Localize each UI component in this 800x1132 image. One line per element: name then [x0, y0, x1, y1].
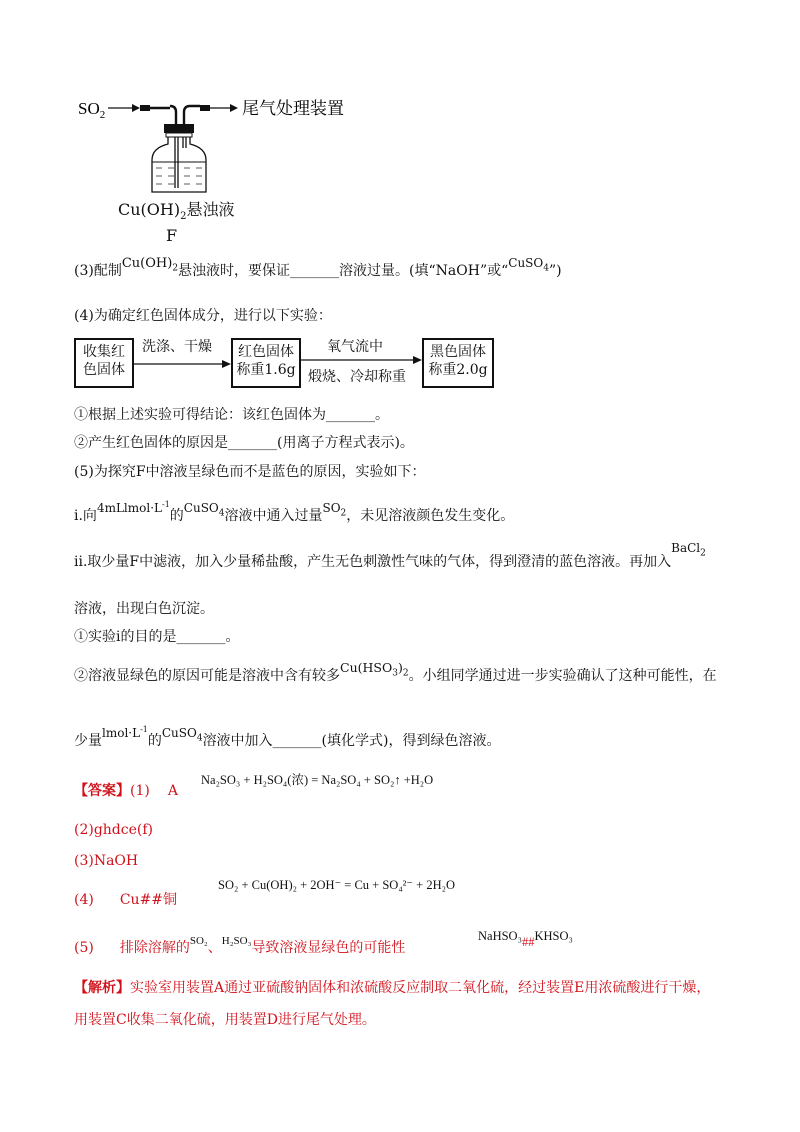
- bacl2-formula: BaCl$_2$: [671, 541, 706, 559]
- flow-arrow2-bottom-label: 煅烧、冷却称重: [308, 369, 406, 385]
- cuso4-formula-i: CuSO$_4$: [183, 501, 225, 519]
- answer-5: (5) 排除溶解的$^{SO_2}$、$^{H_2SO_3}$导致溶液显绿色的可能性: [74, 935, 406, 956]
- bottle-label: $Cu(OH)_2$悬浊液: [118, 200, 235, 223]
- cuso4-formula-sub3: CuSO$_4$: [161, 726, 203, 744]
- concentration-sub3: $lmol\cdot L^{-1}$: [102, 725, 148, 740]
- answer-3: (3)NaOH: [74, 853, 139, 869]
- question-4-sub1: ①根据上述实验可得结论：该红色固体为_______。: [74, 407, 389, 423]
- flow-arrow1: [134, 336, 232, 392]
- flow-diagram: [74, 336, 514, 392]
- gas-in-label: $SO_2$: [78, 99, 106, 121]
- so2-formula-i: $SO_2$: [322, 501, 347, 519]
- analysis-label: 【解析】: [74, 980, 130, 996]
- bottle-name: F: [166, 226, 178, 245]
- flow-box-red-solid: 红色固体 称重1.6g: [231, 338, 301, 388]
- concentration-i: $4mLlmol\cdot L^{-1}$: [96, 500, 170, 515]
- answer-5-so2: SO₂: [189, 935, 208, 947]
- question-5-intro: (5)为探究F中溶液呈绿色而不是蓝色的原因，实验如下：: [74, 464, 426, 480]
- question-5-sub2: ②溶液显绿色的原因可能是溶液中含有较多$Cu(HSO_3)_2$。小组同学通过进一步实验确认了这种可能性，在: [74, 660, 717, 684]
- question-3: (3)配制$Cu(OH)_2$悬浊液时，要保证_______溶液过量。(填“NaOH”或“CuSO$_4$”): [74, 256, 562, 279]
- question-5-step-i: ⅰ.向$4mLlmol\cdot L^{-1}$的CuSO$_4$溶液中通入过量$SO_2$，未见溶液颜色发生变化。: [74, 500, 515, 524]
- question-5-step-ii: ⅱ.取少量F中滤液，加入少量稀盐酸，产生无色刺激性气味的气体，得到澄清的蓝色溶液。再加入BaCl$_2$: [74, 541, 706, 570]
- answer-1: 【答案】(1) A: [74, 783, 178, 799]
- cu-hso3-2-formula: $Cu(HSO_3)_2$: [340, 660, 409, 679]
- flow-arrow1-label: 洗涤、干燥: [142, 339, 212, 355]
- answer-5-h2so3: H₂SO₃: [221, 935, 252, 947]
- cuoh2-formula: $Cu(OH)_2$: [121, 256, 179, 274]
- answer-1-equation: Na₂SO₃ + H₂SO₄(浓) = Na₂SO₄ + SO₂↑ +H₂O: [201, 773, 434, 787]
- analysis-line-2: 用装置C收集二氧化硫，用装置D进行尾气处理。: [74, 1012, 376, 1028]
- answer-4-equation: SO₂ + Cu(OH)₂ + 2OH⁻ = Cu + SO₄²⁻ + 2H₂O: [218, 878, 455, 892]
- answer-4: (4) Cu##铜: [74, 892, 178, 908]
- question-5-sub1: ①实验ⅰ的目的是_______。: [74, 629, 240, 645]
- answer-2: (2)ghdce(f): [74, 822, 154, 838]
- answer-5-formulas: NaHSO₃##KHSO₃: [478, 929, 573, 949]
- cuso4-formula: CuSO$_4$: [508, 256, 549, 274]
- analysis-line-1: 【解析】实验室用装置A通过亚硫酸钠固体和浓硫酸反应制取二氧化硫，经过装置E用浓硫酸进行干燥，: [74, 980, 711, 996]
- question-5-sub3: 少量$lmol\cdot L^{-1}$的CuSO$_4$溶液中加入_______(填化学式)，得到绿色溶液。: [74, 725, 501, 749]
- question-4-sub2: ②产生红色固体的原因是_______(用离子方程式表示)。: [74, 435, 414, 451]
- flow-box-collect: 收集红 色固体: [74, 338, 134, 388]
- answer-label: 【答案】: [74, 783, 130, 799]
- flow-box-black-solid: 黑色固体 称重2.0g: [422, 338, 494, 388]
- question-5-step-ii-cont: 溶液，出现白色沉淀。: [74, 601, 214, 617]
- flow-arrow2-top-label: 氧气流中: [327, 339, 383, 355]
- question-4-intro: (4)为确定红色固体成分，进行以下实验：: [74, 308, 332, 324]
- outlet-label: 尾气处理装置: [242, 99, 344, 118]
